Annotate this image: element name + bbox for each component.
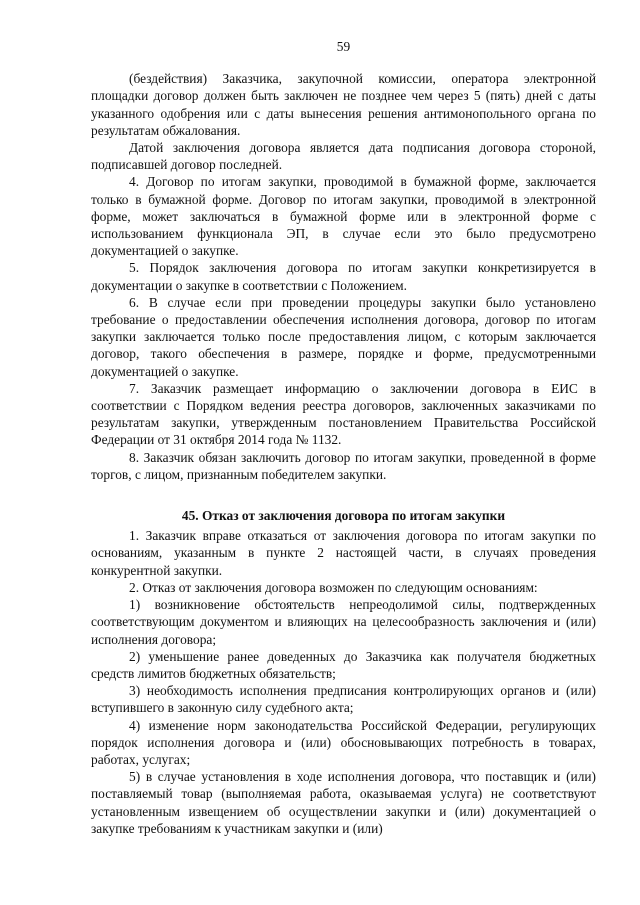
paragraph-section-1: 1. Заказчик вправе отказаться от заключения договора по итогам закупки по основаниям, указанным в пункте 2 настоящей части, в случаях проведения конкурентной закупки. — [91, 528, 596, 578]
paragraph-item-4: 4. Договор по итогам закупки, проводимой в бумажной форме, заключается только в бумажной форме. Договор по итогам закупки, проводимой в электронной форме, может заключаться в бумажной форме или в электронной форме с использованием функционала ЭП, в случае если это было предусмотрено документацией о закупке. — [91, 174, 596, 259]
paragraph-item-5: 5. Порядок заключения договора по итогам закупки конкретизируется в документации о закупке в соответствии с Положением. — [91, 260, 596, 293]
paragraph-item-7: 7. Заказчик размещает информацию о заключении договора в ЕИС в соответствии с Порядком ведения реестра договоров, заключенных заказчиками по результатам закупки, утвержденным постановлением Правительства Российской Федерации от 31 октября 2014 года № 1132. — [91, 380, 596, 448]
paragraph-section-2: 2. Отказ от заключения договора возможен по следующим основаниям: — [129, 579, 538, 595]
list-item-4: 4) изменение норм законодательства Российской Федерации, регулирующих порядок исполнения договора и (или) обосновывающих потребность в товарах, работах, услугах; — [91, 717, 596, 767]
paragraph-continuation: (бездействия) Заказчика, закупочной комиссии, оператора электронной площадки договор должен быть заключен не позднее чем через 5 (пять) дней с даты указанного одобрения или с даты вынесения решения антимонопольного органа по результатам обжалования. — [91, 71, 596, 138]
list-item-1: 1) возникновение обстоятельств непреодолимой силы, подтвержденных соответствующим документом и влияющих на целесообразность заключения и (или) исполнения договора; — [91, 597, 596, 647]
section-heading: 45. Отказ от заключения договора по итогам закупки — [181, 508, 506, 524]
list-item-2: 2) уменьшение ранее доведенных до Заказчика как получателя бюджетных средств лимитов бюджетных обязательств; — [91, 648, 596, 681]
list-item-5: 5) в случае установления в ходе исполнения договора, что поставщик и (или) поставляемый товар (выполняемая работа, оказываемая услуга) не соответствуют установленным извещением об осуществлении закупки и (или) документацией о закупке требованиям к участникам закупки и (или) — [91, 769, 596, 836]
document-page — [91, 38, 596, 837]
paragraph-conclusion-date: Датой заключения договора является дата подписания договора стороной, подписавшей договор последней. — [91, 140, 596, 173]
page-number: 59 — [336, 39, 351, 54]
paragraph-item-8: 8. Заказчик обязан заключить договор по итогам закупки, проведенной в форме торгов, с лицом, признанным победителем закупки. — [91, 449, 596, 482]
list-item-3: 3) необходимость исполнения предписания контролирующих органов и (или) вступившего в законную силу судебного акта; — [91, 683, 596, 716]
paragraph-item-6: 6. В случае если при проведении процедуры закупки было установлено требование о предоставлении обеспечения исполнения договора, договор по итогам закупки заключается только после предоставления лицом, с которым заключается договор, такого обеспечения в размере, порядке и форме, предусмотренными документацией о закупке. — [91, 294, 596, 379]
